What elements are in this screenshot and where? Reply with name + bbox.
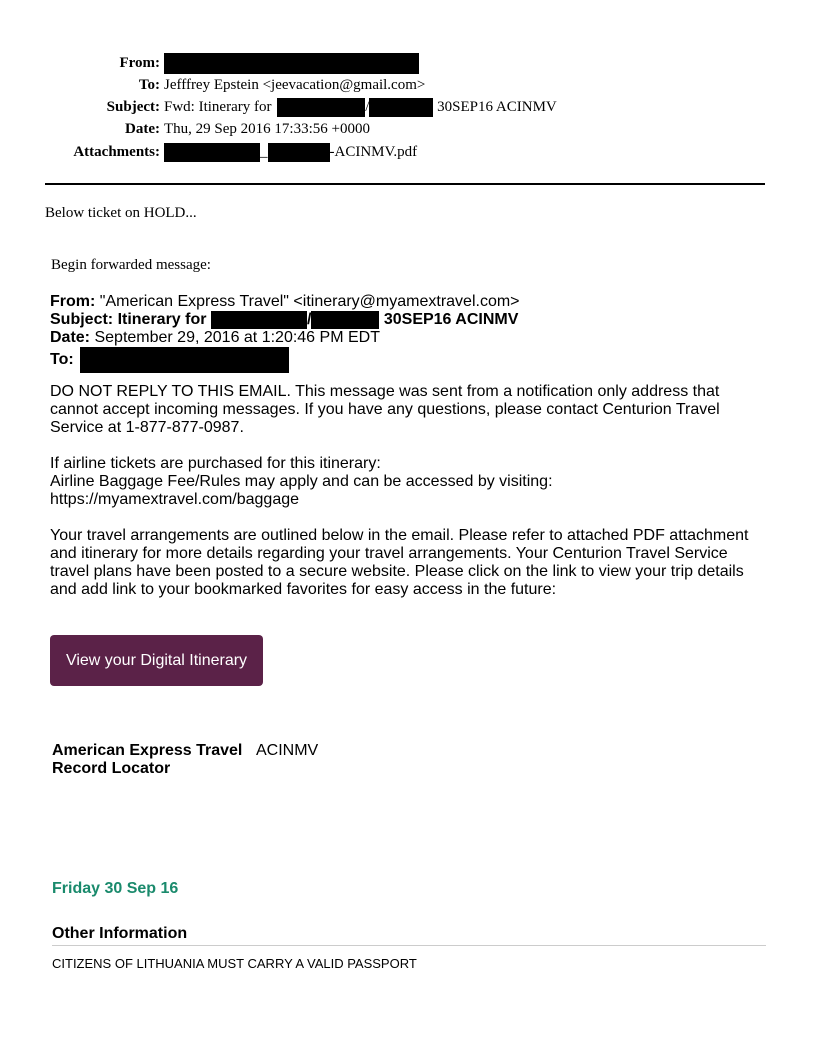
date-label: Date: bbox=[125, 121, 160, 137]
email-header bbox=[0, 52, 816, 172]
subject-prefix: Fwd: Itinerary for bbox=[164, 99, 272, 115]
fwd-date-row bbox=[50, 329, 380, 347]
from-value bbox=[164, 52, 419, 74]
fwd-to-row bbox=[50, 347, 289, 373]
view-digital-itinerary-button[interactable]: View your Digital Itinerary bbox=[50, 635, 263, 686]
subject-suffix: 30SEP16 ACINMV bbox=[437, 99, 557, 115]
para-baggage-line-2: Airline Baggage Fee/Rules may apply and can be accessed by visiting: bbox=[50, 473, 553, 490]
record-locator-value: ACINMV bbox=[256, 742, 319, 759]
fwd-from-value: "American Express Travel" <itinerary@myamextravel.com> bbox=[99, 293, 520, 310]
redaction-box bbox=[268, 143, 330, 162]
para-arrangements-line-3: travel plans have been posted to a secure website. Please click on the link to view your trip details bbox=[50, 563, 744, 580]
fwd-subject-slash: / bbox=[306, 311, 312, 329]
date-value: Thu, 29 Sep 2016 17:33:56 +0000 bbox=[164, 121, 370, 137]
to-value: Jefffrey Epstein <jeevacation@gmail.com> bbox=[164, 77, 426, 93]
header-divider bbox=[45, 183, 765, 185]
redaction-box bbox=[164, 143, 260, 162]
baggage-link[interactable]: https://myamextravel.com/baggage bbox=[50, 491, 300, 508]
subject-label: Subject: bbox=[106, 99, 160, 115]
record-locator-label-2: Record Locator bbox=[52, 760, 171, 777]
redaction-box bbox=[277, 98, 365, 117]
to-label: To: bbox=[138, 77, 160, 93]
subject-slash: / bbox=[365, 99, 370, 115]
para-arrangements-line-1: Your travel arrangements are outlined below in the email. Please refer to attached PDF attachment bbox=[50, 527, 749, 544]
para-arrangements-line-4: and add link to your bookmarked favorites for easy access in the future: bbox=[50, 581, 557, 598]
fwd-from-label: From: bbox=[50, 293, 96, 310]
redaction-box bbox=[164, 53, 419, 74]
other-information-divider bbox=[52, 945, 766, 946]
attachments-label: Attachments: bbox=[73, 144, 160, 160]
attachments-value bbox=[164, 141, 417, 163]
subject-row bbox=[0, 96, 816, 118]
fwd-date-label: Date: bbox=[50, 329, 91, 346]
redaction-box bbox=[311, 311, 379, 329]
attachments-underscore: _ bbox=[260, 144, 268, 160]
para-no-reply-line-3: Service at 1-877-877-0987. bbox=[50, 419, 244, 436]
from-label: From: bbox=[119, 55, 160, 71]
subject-value bbox=[164, 96, 557, 118]
attachments-row bbox=[0, 141, 816, 163]
passport-note: CITIZENS OF LITHUANIA MUST CARRY A VALID PASSPORT bbox=[52, 956, 417, 971]
to-row bbox=[0, 74, 816, 96]
para-no-reply-line-1: DO NOT REPLY TO THIS EMAIL. This message was sent from a notification only address that bbox=[50, 383, 720, 400]
para-no-reply-line-2: cannot accept incoming messages. If you have any questions, please contact Centurion Travel bbox=[50, 401, 720, 418]
redaction-box bbox=[80, 347, 289, 373]
redaction-box bbox=[369, 98, 433, 117]
record-locator-label-1: American Express Travel bbox=[52, 742, 243, 759]
hold-note: Below ticket on HOLD... bbox=[45, 205, 197, 221]
para-arrangements-line-2: and itinerary for more details regarding your travel arrangements. Your Centurion Travel Service bbox=[50, 545, 728, 562]
fwd-subject-label: Subject: Itinerary for bbox=[50, 311, 207, 329]
date-row bbox=[0, 118, 816, 140]
from-row bbox=[0, 52, 816, 74]
fwd-from-row bbox=[50, 293, 520, 311]
begin-forwarded: Begin forwarded message: bbox=[51, 257, 211, 273]
fwd-to-label: To: bbox=[50, 351, 74, 369]
fwd-subject-suffix: 30SEP16 ACINMV bbox=[383, 311, 519, 329]
attachment-filename[interactable]: -ACINMV.pdf bbox=[329, 144, 418, 160]
fwd-subject-row bbox=[50, 311, 518, 329]
redaction-box bbox=[211, 311, 307, 329]
day-heading: Friday 30 Sep 16 bbox=[52, 880, 179, 897]
fwd-date-value: September 29, 2016 at 1:20:46 PM EDT bbox=[94, 329, 380, 346]
other-information-heading: Other Information bbox=[52, 925, 188, 942]
para-baggage-line-1: If airline tickets are purchased for this itinerary: bbox=[50, 455, 381, 472]
